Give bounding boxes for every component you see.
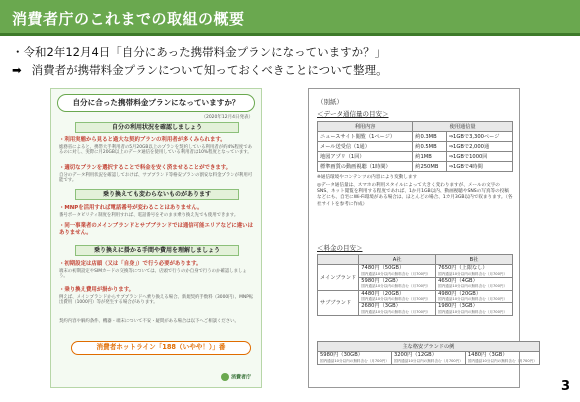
flyer-note-2: 自分のデータ利用状況を確認しておけば、サブブランド等格安プランの割安な料金プランが利用可能です。 <box>59 173 253 184</box>
price-value: 2680円（3GB） <box>361 303 401 310</box>
price-table <box>317 254 513 316</box>
flyer-section-1: 自分の利用状況を確認しましょう <box>75 122 239 133</box>
table-header: 利用内容 <box>318 122 413 132</box>
flyer-note-3: 番号ポータビリティ制度を利用すれば、電話番号をそのまま乗り換え先でも使用できます。 <box>59 213 239 218</box>
price-sub: 国内通話10分以内の無料含む（月700円） <box>361 284 431 289</box>
table-cell <box>391 352 465 365</box>
table-header <box>318 255 359 265</box>
data-usage-explanation: ◎データ通信量は、スマホの利用スタイルによって大きく変わりますが、メールの文字のSNS、ネット閲覧を利用する程度であれば、1か月1GB以内、動画視聴やSNSの写真等の投稿などにも、自宅にWi-Fi環境がある場合は、ほとんどの場合、1カ月3GB以内で収まります。（各社サイトを参考に作成） <box>317 183 513 207</box>
flyer-point-6: ・乗り換え費用が掛かります。 <box>59 287 135 293</box>
table-cell: ⇒1GBで1000回 <box>446 152 512 162</box>
table-row <box>318 290 513 303</box>
table-header: 主な格安ブランドの例 <box>318 342 540 352</box>
table-header: A社 <box>359 255 436 265</box>
flyer-note-5: 例えば、メインブランドからサブブランドへ乗り換える場合、新規契約手数料（3000円）、MNP転出費用（1000円）等が発生する場合があります。 <box>59 295 254 306</box>
price-sub: 国内通話10分以内の無料含む（月700円） <box>361 297 431 302</box>
intro-summary-text: 消費者が携帯料金プランについて知っておくべきことについて整理。 <box>31 63 388 77</box>
price-value: 7650円（上限なし） <box>438 265 488 271</box>
agency-logo-text: 消費者庁 <box>230 374 251 381</box>
table-header-row <box>318 342 540 352</box>
price-value: 5980円（2GB） <box>361 277 401 284</box>
table-cell: 約250MB <box>413 162 446 172</box>
flyer-section-2: 乗り換えても変わらないものがあります <box>75 189 239 200</box>
table-cell: ⇒1GBで4時間 <box>446 162 512 172</box>
price-sub: 国内通話10分以内の無料含む（月700円） <box>438 271 508 276</box>
table-header-row <box>318 122 513 132</box>
table-cell <box>436 277 513 290</box>
flyer-section-3: 乗り換えに掛かる手間や費用を理解しましょう <box>75 245 239 256</box>
table-row-label: サブブランド <box>318 290 359 316</box>
table-cell: 約1MB <box>413 152 446 162</box>
table-row <box>318 132 513 142</box>
other-brand-table <box>317 341 540 365</box>
table-cell <box>436 265 513 278</box>
price-value: 1980円（3GB） <box>438 303 478 310</box>
table-row <box>318 352 540 365</box>
table-cell: ニュースサイト閲覧（1ページ） <box>318 132 413 142</box>
table-cell <box>318 352 392 365</box>
table-header-row <box>318 255 513 265</box>
price-sub: 国内通話10分以内の無料含む（月700円） <box>393 358 463 363</box>
table-cell: 地図アプリ（1回） <box>318 152 413 162</box>
attachment-document <box>308 88 537 388</box>
flyer-point-4: ・同一事業者のメインブランドとサブブランドでは通信可能エリアなどに違いはありません。 <box>59 223 253 236</box>
price-value: 1480円（3GB） <box>467 352 508 358</box>
flyer-note-4: 端末の初期設定やSIMカードの交換等については、店頭で行うのか自身で行うのか確認しましょう。 <box>59 269 247 280</box>
arrow-right-icon: ➡ <box>12 63 22 77</box>
flyer-point-2: ・適切なプランを選択することで料金を安く済ませることができます。 <box>59 165 232 171</box>
hotline-banner: 消費者ホットライン「188（いやや！）」番 <box>71 341 251 355</box>
price-sub: 国内通話10分以内の無料含む（月700円） <box>438 309 508 314</box>
price-heading: ＜料金の目安＞ <box>317 244 363 252</box>
table-cell: 約0.3MB <box>413 132 446 142</box>
flyer-heading: 自分に合った携帯料金プランになっていますか？ <box>57 94 255 112</box>
flyer-point-5: ・初期設定は店頭（又は「自身」）で行う必要があります。 <box>59 261 202 267</box>
flyer-date: （2020年12月4日発表） <box>201 115 253 120</box>
price-value: 5980円（30GB） <box>320 352 363 358</box>
table-row <box>318 162 513 172</box>
data-usage-table <box>317 121 513 172</box>
table-cell: ⇒1GBで2,000通 <box>446 142 512 152</box>
table-row <box>318 265 513 278</box>
doc-tag: （別紙） <box>317 98 343 106</box>
table-row <box>318 152 513 162</box>
table-row-label: メインブランド <box>318 265 359 291</box>
table-cell: 約0.5MB <box>413 142 446 152</box>
price-value: 4480円（20GB） <box>361 290 405 297</box>
price-value: 3200円（12GB） <box>393 352 437 358</box>
price-sub: 国内通話10分以内の無料含む（月700円） <box>438 297 508 302</box>
flyer-point-1: ・利用実態から見ると過大な契約プランの利用者が多くみられます。 <box>59 137 226 143</box>
table-cell <box>436 303 513 316</box>
table-header: 使用通信量 <box>413 122 513 132</box>
price-value: 4650円（4GB） <box>438 277 478 284</box>
price-value: 7480円（50GB） <box>361 265 405 271</box>
table-cell <box>359 290 436 303</box>
table-cell <box>359 303 436 316</box>
price-sub: 国内通話10分以内の無料含む（月700円） <box>467 358 537 363</box>
price-sub: 国内通話10分以内の無料含む（月700円） <box>361 309 431 314</box>
table-cell <box>359 277 436 290</box>
table-header: B社 <box>436 255 513 265</box>
flyer-image <box>50 88 262 388</box>
flyer-point-3: ・MNPを活用すれば電話番号が変わることはありません。 <box>59 205 203 211</box>
table-cell: メール送受信（1通） <box>318 142 413 152</box>
table-row <box>318 142 513 152</box>
table-cell <box>465 352 539 365</box>
price-sub: 国内通話10分以内の無料含む（月700円） <box>361 271 431 276</box>
intro-bullet: ・令和2年12月4日「自分にあった携帯料金プランになっていますか？」 <box>12 45 387 59</box>
table-cell <box>359 265 436 278</box>
price-sub: 国内通話10分以内の無料含む（月700円） <box>320 358 389 363</box>
table-cell: ⇒1GBで3,300ページ <box>446 132 512 142</box>
page-number: 3 <box>560 379 570 394</box>
table-cell <box>436 290 513 303</box>
data-usage-note: ※通信環境やコンテンツの内容により変動します <box>317 175 418 180</box>
table-cell: 標準画質の動画視聴（1時間） <box>318 162 413 172</box>
title-bar <box>0 0 580 36</box>
agency-logo <box>221 373 251 381</box>
slide-title: 消費者庁のこれまでの取組の概要 <box>12 10 245 28</box>
flyer-note-1: 総務省によると、携帯大手利用者の5月20GB以上のプランを契約している利用者が約4%程度であるのに対し、実際に月20GB以上のデータ通信を使用している利用者は10%程度となっています。 <box>59 145 252 156</box>
price-value: 4980円（20GB） <box>438 290 482 297</box>
data-usage-heading: ＜データ通信量の目安＞ <box>317 110 389 118</box>
price-sub: 国内通話10分以内の無料含む（月700円） <box>438 284 508 289</box>
agency-logo-icon <box>221 373 229 381</box>
intro-summary <box>12 62 388 78</box>
flyer-note-6: 契約内容や解約条件、機器・端末について不安・疑問がある場合は以下へご相談ください。 <box>59 319 239 324</box>
